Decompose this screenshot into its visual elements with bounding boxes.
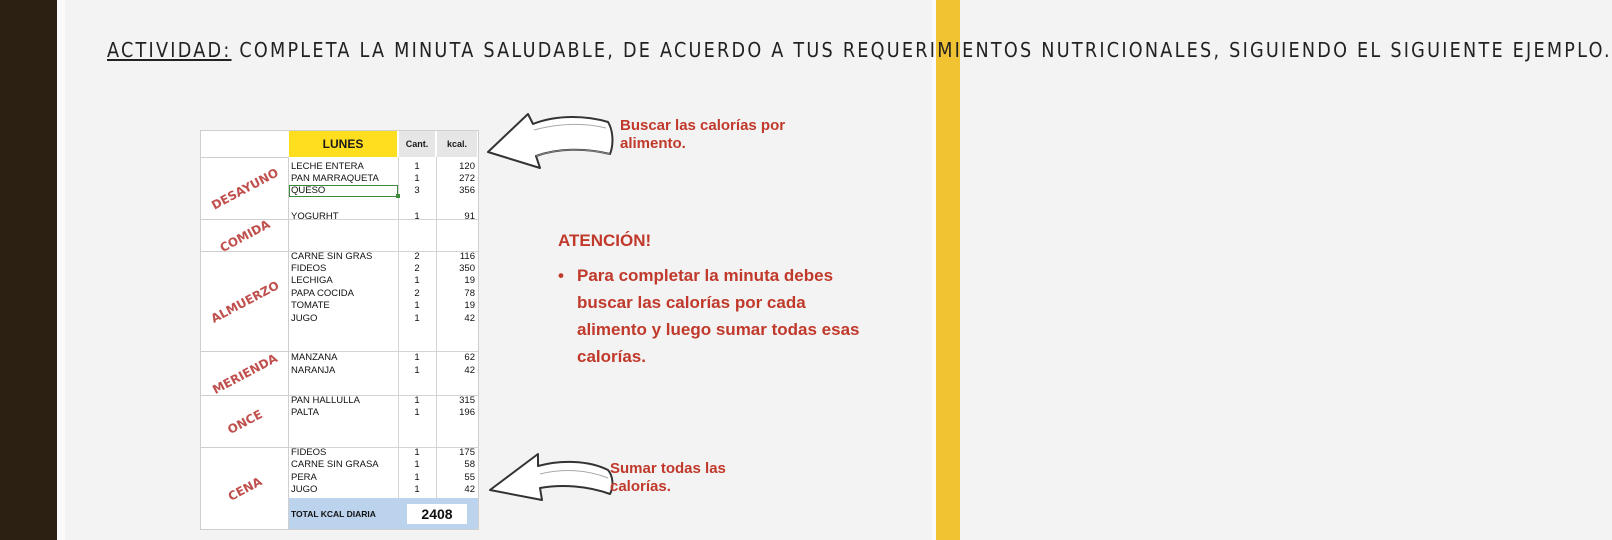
food-kcal: 42 — [464, 484, 475, 495]
food-quantity: 1 — [414, 447, 420, 458]
left-sidebar-band — [0, 0, 57, 540]
group-cell-almuerzo — [201, 251, 289, 352]
bullet-marker: • — [558, 266, 564, 285]
group-cell-merienda — [201, 351, 289, 396]
table-row — [289, 484, 477, 496]
group-label: MERIENDA — [210, 351, 280, 397]
food-name: CARNE SIN GRAS — [291, 251, 373, 262]
food-quantity: 1 — [414, 275, 420, 286]
table-header-cant: Cant. — [399, 131, 435, 157]
slide-title — [107, 36, 1612, 65]
title-prefix: ACTIVIDAD: — [107, 38, 232, 62]
group-label: DESAYUNO — [209, 165, 281, 213]
food-quantity: 1 — [414, 313, 420, 324]
food-kcal: 196 — [459, 407, 475, 418]
group-label: ONCE — [225, 407, 265, 437]
food-kcal: 78 — [464, 288, 475, 299]
table-row — [289, 300, 477, 312]
food-kcal: 55 — [464, 472, 475, 483]
food-kcal: 58 — [464, 459, 475, 470]
food-quantity: 1 — [414, 459, 420, 470]
food-quantity: 1 — [414, 352, 420, 363]
food-kcal: 19 — [464, 275, 475, 286]
table-row — [289, 447, 477, 459]
menu-table — [200, 130, 479, 530]
food-kcal: 116 — [459, 251, 475, 262]
note-sum-calories — [610, 460, 785, 496]
food-name: JUGO — [291, 484, 318, 495]
food-name: FIDEOS — [291, 447, 327, 458]
selected-cell-outline — [289, 185, 398, 197]
group-cell-desayuno — [201, 157, 289, 220]
food-name: LECHIGA — [291, 275, 333, 286]
group-cell-once — [201, 395, 289, 448]
food-name: FIDEOS — [291, 263, 327, 274]
group-label: COMIDA — [217, 216, 273, 256]
group-cell-cena — [201, 447, 289, 530]
food-name: PALTA — [291, 407, 319, 418]
table-row — [289, 313, 477, 325]
table-row — [289, 251, 477, 263]
food-quantity: 1 — [414, 407, 420, 418]
note-search-text: Buscar las calorías por alimento. — [620, 117, 786, 152]
selection-handle — [396, 194, 400, 198]
food-kcal: 120 — [459, 161, 475, 172]
attention-title: ATENCIÓN! — [558, 231, 652, 250]
food-name: YOGURHT — [291, 211, 339, 222]
food-kcal: 19 — [464, 300, 475, 311]
total-label: TOTAL KCAL DIARIA — [291, 509, 376, 519]
food-quantity: 1 — [414, 211, 420, 222]
food-quantity: 2 — [414, 288, 420, 299]
food-name: PERA — [291, 472, 317, 483]
table-row — [289, 395, 477, 407]
food-quantity: 1 — [414, 365, 420, 376]
food-name: MANZANA — [291, 352, 338, 363]
table-row — [289, 275, 477, 287]
food-quantity: 1 — [414, 395, 420, 406]
food-name: PAPA COCIDA — [291, 288, 354, 299]
food-name: NARANJA — [291, 365, 336, 376]
right-accent-band — [936, 0, 960, 540]
food-kcal: 350 — [459, 263, 475, 274]
left-pointing-arrow-icon — [478, 440, 618, 510]
title-text: COMPLETA LA MINUTA SALUDABLE, DE ACUERDO A TUS REQUERIMIENTOS NUTRICIONALES, SIGUIENDO EL SIGUIENTE EJEMPLO. — [231, 38, 1612, 62]
table-row — [289, 288, 477, 300]
food-kcal: 356 — [459, 185, 475, 196]
table-row — [289, 161, 477, 173]
food-name: CARNE SIN GRASA — [291, 459, 379, 470]
food-quantity: 2 — [414, 251, 420, 262]
table-row — [289, 352, 477, 364]
food-quantity: 1 — [414, 173, 420, 184]
food-name: PAN HALLULLA — [291, 395, 360, 406]
food-quantity: 1 — [414, 300, 420, 311]
table-row — [289, 459, 477, 471]
table-header-kcal: kcal. — [437, 131, 477, 157]
food-name: JUGO — [291, 313, 318, 324]
left-sidebar-divider — [57, 0, 65, 540]
note-search-calories — [620, 117, 800, 153]
food-name: PAN MARRAQUETA — [291, 173, 379, 184]
food-quantity: 2 — [414, 263, 420, 274]
table-header-day: LUNES — [289, 131, 397, 157]
attention-bullet — [558, 262, 878, 370]
group-label: CENA — [225, 474, 265, 504]
table-row — [289, 263, 477, 275]
food-kcal: 42 — [464, 313, 475, 324]
food-quantity: 1 — [414, 161, 420, 172]
table-row — [289, 211, 477, 223]
food-kcal: 315 — [459, 395, 475, 406]
food-kcal: 42 — [464, 365, 475, 376]
left-pointing-arrow-icon — [478, 110, 618, 180]
total-value: 2408 — [407, 504, 467, 524]
group-label: ALMUERZO — [208, 278, 282, 326]
food-quantity: 3 — [414, 185, 420, 196]
food-kcal: 175 — [459, 447, 475, 458]
table-row — [289, 173, 477, 185]
food-kcal: 91 — [464, 211, 475, 222]
attention-text: Para completar la minuta debes buscar las calorías por cada alimento y luego sumar todas esas calorías. — [577, 266, 860, 366]
food-quantity: 1 — [414, 472, 420, 483]
food-name: QUESO — [291, 185, 326, 196]
food-kcal: 62 — [464, 352, 475, 363]
table-row — [289, 472, 477, 484]
group-cell-comida — [201, 216, 289, 256]
food-quantity: 1 — [414, 484, 420, 495]
table-row — [289, 365, 477, 377]
table-row — [289, 407, 477, 419]
food-name: LECHE ENTERA — [291, 161, 364, 172]
note-sum-text: Sumar todas las calorías. — [610, 460, 726, 495]
food-kcal: 272 — [459, 173, 475, 184]
food-name: TOMATE — [291, 300, 330, 311]
total-row — [289, 498, 478, 529]
